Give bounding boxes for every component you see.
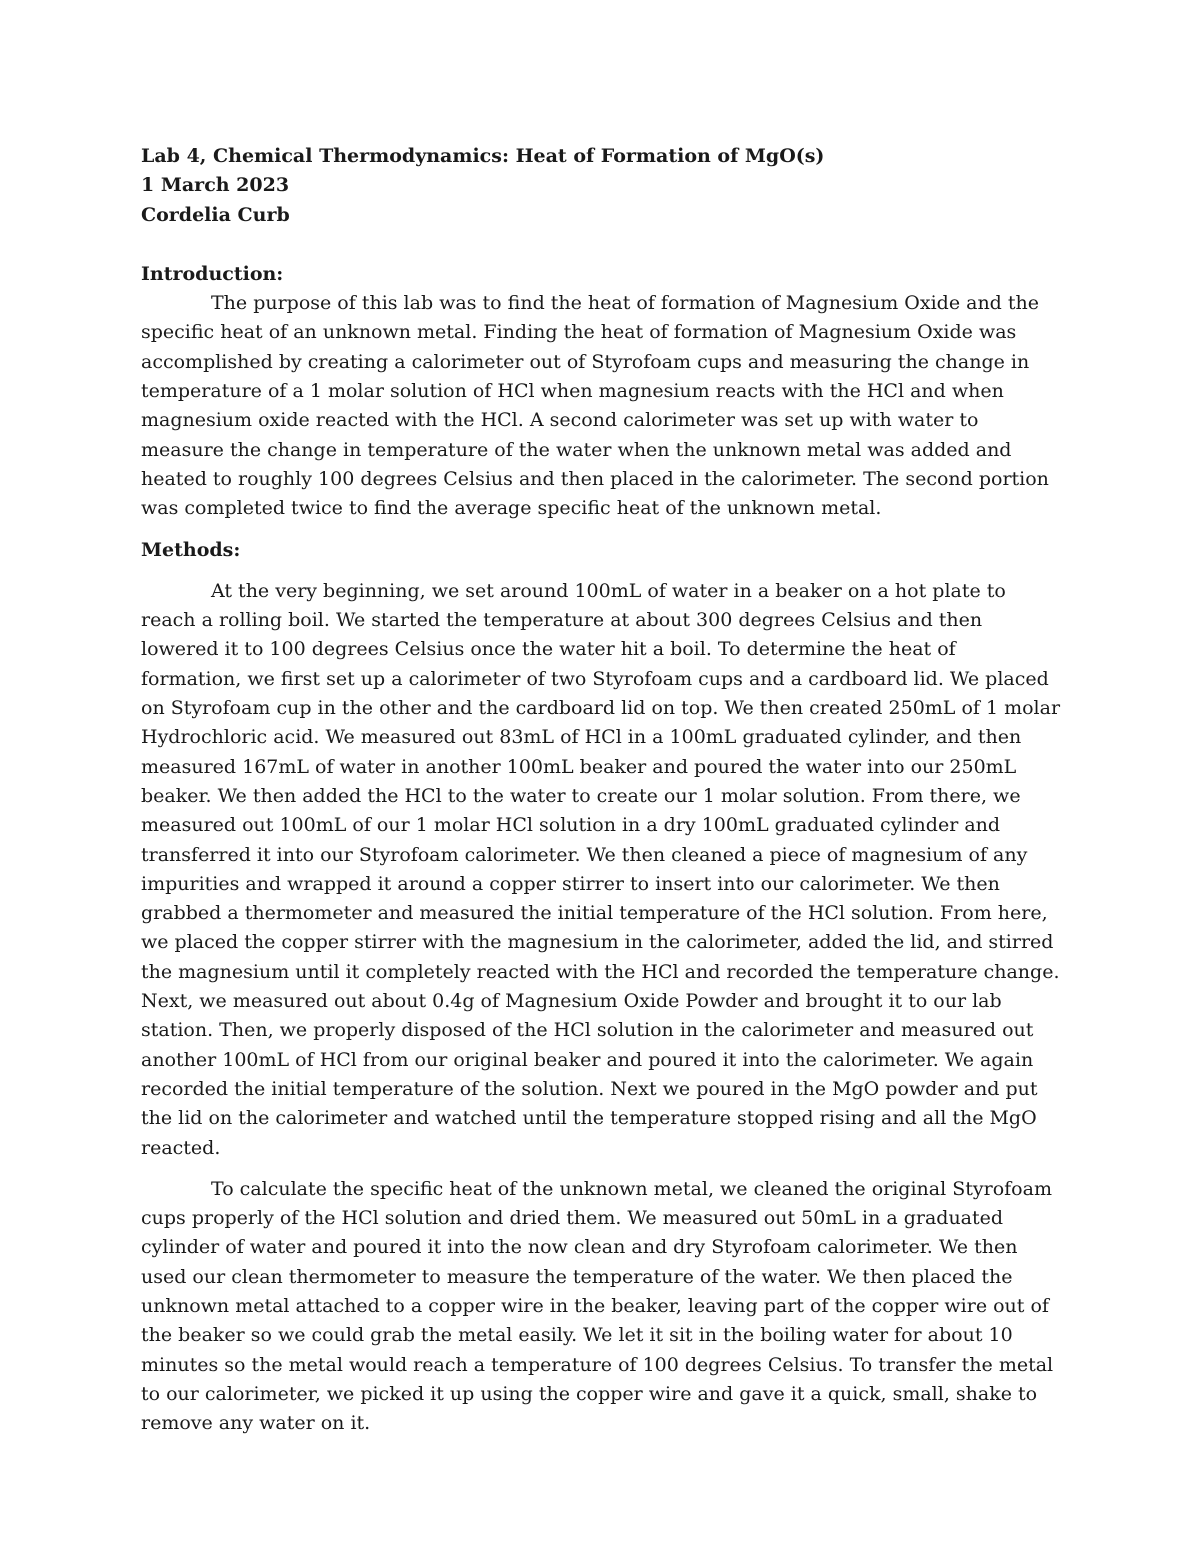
methods-paragraph-1: At the very beginning, we set around 100mL of water in a beaker on a hot plate to reach a rolling boil. We started the temperature at about 300 degrees Celsius and then lowered it to 100 degrees Celsius once the water hit a boil. To determine the heat of formation, we first set up a calorimeter of two Styrofoam cups and a cardboard lid. We placed on Styrofoam cup in the other and the cardboard lid on top. We then created 250mL of 1 molar Hydrochloric acid. We measured out 83mL of HCl in a 100mL graduated cylinder, and then measured 167mL of water in another 100mL beaker and poured the water into our 250mL beaker. We then added the HCl to the water to create our 1 molar solution. From there, we measured out 100mL of our 1 molar HCl solution in a dry 100mL graduated cylinder and transferred it into our Styrofoam calorimeter. We then cleaned a piece of magnesium of any impurities and wrapped it around a copper stirrer to insert into our calorimeter. We then grabbed a thermometer and measured the initial temperature of the HCl solution. From here, we placed the copper stirrer with the magnesium in the calorimeter, added the lid, and stirred the magnesium until it completely reacted with the HCl and recorded the temperature change. Next, we measured out about 0.4g of Magnesium Oxide Powder and brought it to our lab station. Then, we properly disposed of the HCl solution in the calorimeter and measured out another 100mL of HCl from our original beaker and poured it into the calorimeter. We again recorded the initial temperature of the solution. Next we poured in the MgO powder and put the lid on the calorimeter and watched until the temperature stopped rising and all the MgO reacted. (141, 579, 1061, 1159)
document-date: 1 March 2023 (141, 174, 290, 197)
introduction-paragraph: The purpose of this lab was to find the heat of formation of Magnesium Oxide and the specific heat of an unknown metal. Finding the heat of formation of Magnesium Oxide was accomplished by creating a calorimeter out of Styrofoam cups and measuring the change in temperature of a 1 molar solution of HCl when magnesium reacts with the HCl and when magnesium oxide reacted with the HCl. A second calorimeter was set up with water to measure the change in temperature of the water when the unknown metal was added and heated to roughly 100 degrees Celsius and then placed in the calorimeter. The second portion was completed twice to find the average specific heat of the unknown metal. (141, 292, 1049, 520)
document-header (141, 142, 1061, 230)
document-author: Cordelia Curb (141, 203, 290, 226)
introduction-heading: Introduction: (141, 262, 284, 285)
methods-paragraph-2: To calculate the specific heat of the unknown metal, we cleaned the original Styrofoam cups properly of the HCl solution and dried them. We measured out 50mL in a graduated cylinder of water and poured it into the now clean and dry Styrofoam calorimeter. We then used our clean thermometer to measure the temperature of the water. We then placed the unknown metal attached to a copper wire in the beaker, leaving part of the copper wire out of the beaker so we could grab the metal easily. We let it sit in the boiling water for about 10 minutes so the metal would reach a temperature of 100 degrees Celsius. To transfer the metal to our calorimeter, we picked it up using the copper wire and gave it a quick, small, shake to remove any water on it. (141, 1177, 1054, 1435)
methods-heading: Methods: (141, 538, 241, 561)
document-content (141, 142, 1061, 1438)
document-title: Lab 4, Chemical Thermodynamics: Heat of Formation of MgO(s) (141, 145, 825, 167)
